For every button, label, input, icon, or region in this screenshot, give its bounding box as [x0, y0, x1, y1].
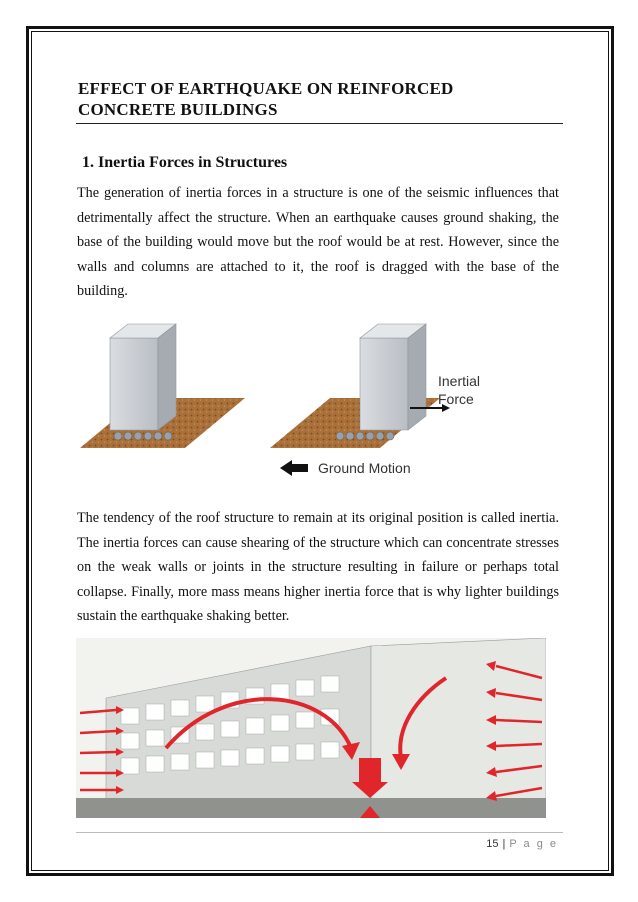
inertia-force-figure: [70, 318, 560, 488]
title-underline: [76, 123, 563, 124]
title-line-1: EFFECT OF EARTHQUAKE ON REINFORCED: [78, 79, 454, 98]
page-number: 15: [486, 838, 499, 850]
page-label: P a g e: [509, 838, 558, 850]
right-building-side: [408, 324, 426, 430]
document-title: [78, 78, 558, 120]
paragraph-inertia-effects: The tendency of the roof structure to remain at its original position is called inertia. The inertia forces can cause shearing of the structure which can concentrate stresses on the weak walls or joints in the structure resulting in failure or perhaps total collapse. Finally, more mass means higher inertia force that is why lighter buildings sustain the earthquake shaking better.: [77, 510, 559, 624]
ground-strip: [76, 798, 546, 818]
ground-motion-label: Ground Motion: [318, 460, 411, 476]
paragraph-inertia-intro: The generation of inertia forces in a structure is one of the seismic influences that detrimentally affect the structure. When an earthquake causes ground shaking, the base of the building would move but the roof would be at rest. However, since the walls and columns are attached to it, the roof is dragged with the base of the building.: [77, 185, 559, 299]
section-heading: 1. Inertia Forces in Structures: [82, 154, 288, 171]
right-building-front: [360, 338, 408, 430]
left-building-front: [110, 338, 158, 430]
building-right-wall: [371, 638, 546, 808]
title-line-2: CONCRETE BUILDINGS: [78, 100, 278, 119]
force-label: Force: [438, 391, 474, 407]
footer-rule: [76, 832, 563, 833]
building-force-photo: [76, 638, 546, 818]
left-building-side: [158, 324, 176, 430]
ground-motion-arrow: [280, 460, 308, 476]
page-footer: [486, 838, 558, 850]
footer-separator: |: [502, 838, 506, 850]
inertial-label: Inertial: [438, 373, 481, 389]
